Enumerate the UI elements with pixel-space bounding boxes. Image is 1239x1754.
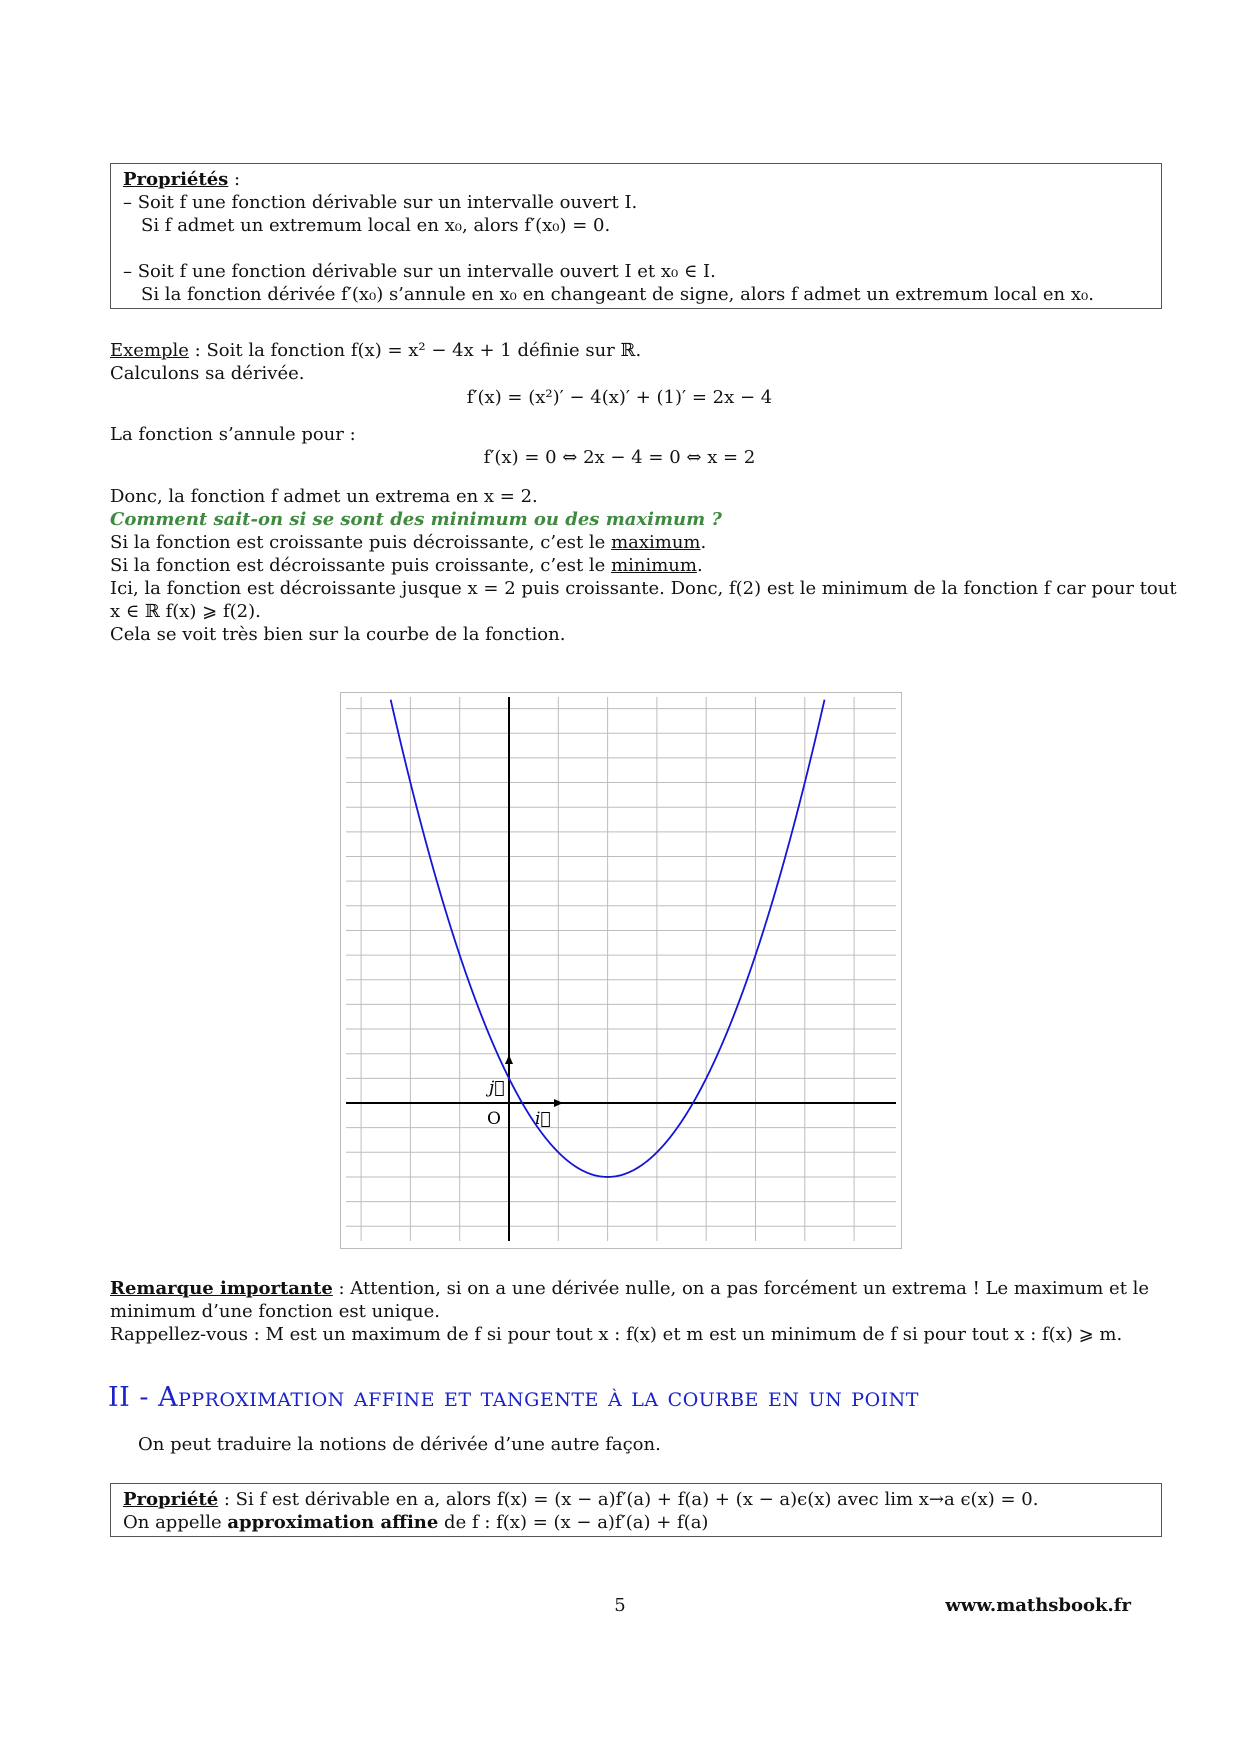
equation-formula: f′(x) = 0 ⇔ 2x − 4 = 0 ⇔ x = 2 (483, 447, 756, 468)
properties-title: Propriétés (123, 169, 229, 190)
j-label: j⃗ (489, 1078, 505, 1098)
property-box (110, 1483, 1162, 1537)
conclusion-text: Donc, la fonction f admet un extrema en x = 2. (110, 486, 538, 507)
grid-lines (346, 697, 896, 1241)
affine-approx-term: approximation affine (227, 1512, 439, 1533)
derivative-formula: f′(x) = (x²)′ − 4(x)′ + (1)′ = 2x − 4 (466, 387, 773, 408)
property-item2-line1: – Soit f une fonction dérivable sur un intervalle ouvert I et x₀ ∈ I. (123, 261, 716, 282)
remark-line3: Rappellez-vous : M est un maximum de f si pour tout x : f(x) et m est un minimum de f si pour tout x : f(x) ⩾ m. (110, 1324, 1123, 1345)
remark-line2: minimum d’une fonction est unique. (110, 1301, 441, 1322)
function-graph (340, 692, 902, 1249)
rule-max: Si la fonction est croissante puis décroissante, c’est le maximum. (110, 532, 707, 553)
example-intro: Exemple : Soit la fonction f(x) = x² − 4x + 1 définie sur ℝ. (110, 340, 642, 361)
maximum-word: maximum (611, 532, 701, 553)
property-item1-line2: Si f admet un extremum local en x₀, alors f′(x₀) = 0. (141, 215, 611, 236)
properties-box (110, 163, 1162, 309)
graph-svg (341, 693, 901, 1248)
property2-line1: Propriété : Si f est dérivable en a, alors f(x) = (x − a)f′(a) + f(a) + (x − a)ϵ(x) avec lim x→a ϵ(x) = 0. (123, 1489, 1039, 1510)
property2-line2: On appelle approximation affine de f : f(x) = (x − a)f′(a) + f(a) (123, 1512, 709, 1533)
cancels-text: La fonction s’annule pour : (110, 424, 356, 445)
origin-label: O (487, 1109, 501, 1129)
see-curve-text: Cela se voit très bien sur la courbe de la fonction. (110, 624, 566, 645)
question-text: Comment sait-on si se sont des minimum ou des maximum ? (110, 509, 722, 530)
i-label: i⃗ (535, 1109, 551, 1129)
properties-heading: Propriétés : (123, 169, 241, 190)
section-title: II - Approximation affine et tangente à la courbe en un point (108, 1382, 919, 1413)
example-calc: Calculons sa dérivée. (110, 363, 305, 384)
remark-line1: Remarque importante : Attention, si on a une dérivée nulle, on a pas forcément un extrema ! Le maximum et le (110, 1278, 1150, 1299)
property-item2-line2: Si la fonction dérivée f′(x₀) s’annule en x₀ en changeant de signe, alors f admet un extremum local en x₀. (141, 284, 1094, 305)
minimum-word: minimum (611, 555, 697, 576)
basis-vectors (505, 1055, 563, 1107)
rule-min: Si la fonction est décroissante puis croissante, c’est le minimum. (110, 555, 703, 576)
property-item1-line1: – Soit f une fonction dérivable sur un intervalle ouvert I. (123, 192, 638, 213)
footer-url: www.mathsbook.fr (945, 1595, 1131, 1616)
page-number: 5 (614, 1595, 626, 1616)
j-vector-arrowhead (505, 1055, 513, 1064)
axes (346, 697, 896, 1241)
property2-label: Propriété (123, 1489, 219, 1510)
section-intro: On peut traduire la notions de dérivée d’une autre façon. (138, 1434, 661, 1455)
remark-label: Remarque importante (110, 1278, 333, 1299)
example-label: Exemple (110, 340, 189, 361)
here-line2: x ∈ ℝ f(x) ⩾ f(2). (110, 601, 261, 622)
here-line1: Ici, la fonction est décroissante jusque x = 2 puis croissante. Donc, f(2) est le minimum de la fonction f car pour tout (110, 578, 1177, 599)
